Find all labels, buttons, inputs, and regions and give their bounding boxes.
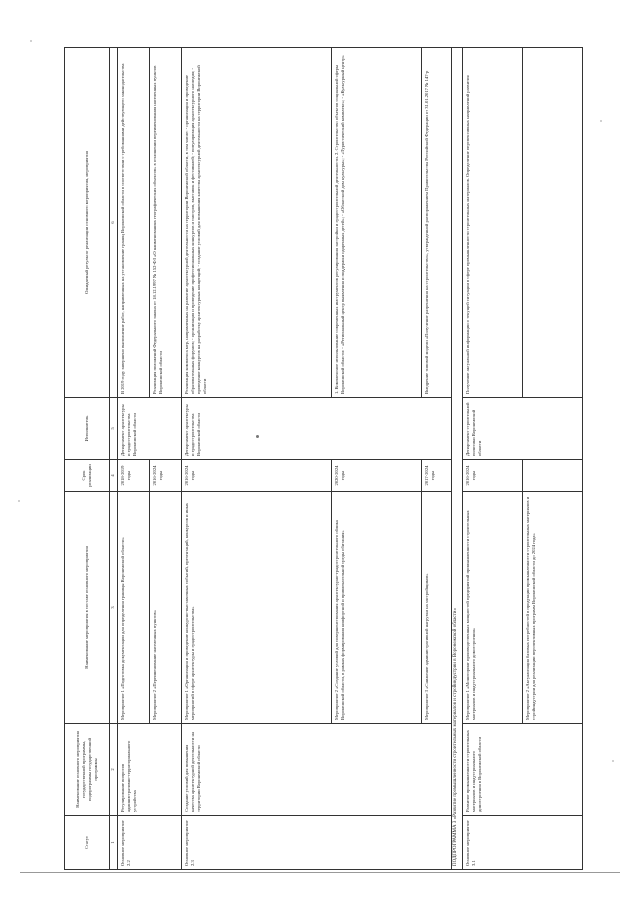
footer-rule bbox=[20, 872, 620, 873]
program-table bbox=[64, 47, 583, 870]
result-cell bbox=[523, 48, 583, 398]
activity-cell: Мероприятие 1 «Подготовка документации для определения границы Воронежской области» bbox=[118, 492, 150, 724]
result-cell: 1. Комплексное использование современных инструментов регулирования застройки и градостроительной деятельности. 2. Строительство объектов социальной сферы Воронежской области: - «Региональный центр выявления и поддержки одаренных детей»; - «Областной дом культуры»; - «Туристический комплекс»; - «Культурный центр» bbox=[332, 48, 422, 398]
activity-cell: Мероприятие 1 «Организация и проведение конкурсно-выставочных событий, презентаций, конкурсов и иных мероприятий в сфере архитектуры и градостроительства» bbox=[182, 492, 332, 724]
main-activity-cell: Регулирование вопросов административно-территориального устройства bbox=[118, 724, 182, 816]
column-number: 1 bbox=[110, 816, 118, 870]
header-executor: Исполнитель bbox=[65, 398, 110, 460]
main-activity-cell: Развитие промышленности строительных материалов и индустриального домостроения в Воронежской области bbox=[463, 724, 583, 816]
rotated-table-wrapper bbox=[64, 48, 624, 870]
term-cell: 2018-2019 годы bbox=[118, 460, 150, 492]
activity-cell: Мероприятие 1 «Мониторинг производственных мощностей предприятий промышленности строительных материалов и индустриального домостроения» bbox=[463, 492, 523, 724]
column-number: 3 bbox=[110, 492, 118, 724]
term-cell: 2020-2024 годы bbox=[332, 460, 422, 492]
executor-cell: Департамент строительной политики Воронежской области bbox=[463, 398, 583, 460]
header-result: Ожидаемый результат реализации основного мероприятия, мероприятия bbox=[65, 48, 110, 398]
status-cell: Основное мероприятие 3.1 bbox=[463, 816, 583, 870]
subprogram-row bbox=[452, 48, 463, 870]
term-cell: 2016-2024 годы bbox=[182, 460, 332, 492]
column-number-row bbox=[110, 48, 118, 870]
term-cell: 2016-2024 годы bbox=[463, 460, 523, 492]
header-activity: Наименование мероприятия в составе основного мероприятия bbox=[65, 492, 110, 724]
result-cell: Реализация комплекса мер, направленных на развитие архитектурной деятельности на территории Воронежской области, в том числе: - организация и проведение образовательных форумов; - организация и проведение профессиональных конкурсов и смотров, выставок и фестивалей; - популяризация архитектурного наследия; - проведение конкурсов на разработку архитектурных концепций; - создание условий для повышения качества архитектурной деятельности на территории Воронежской области bbox=[182, 48, 332, 398]
column-number: 2 bbox=[110, 724, 118, 816]
term-cell: 2017-2024 годы bbox=[422, 460, 452, 492]
table-row bbox=[463, 48, 523, 870]
activity-cell: Мероприятие 3 «Снижение административной нагрузки на застройщиков» bbox=[422, 492, 452, 724]
result-cell: Внедрение типовой модели «Получение разрешения на строительство», утвержденной распоряжением Правительства Российской Федерации от 31.01.2017 № 147-р bbox=[422, 48, 452, 398]
activity-cell: Мероприятие 2 «Актуализация базовых потребностей в продукции промышленности строительных материалов и стройиндустрии для реализации перспективных программ Воронежской области до 2024 года» bbox=[523, 492, 583, 724]
table-row bbox=[118, 48, 150, 870]
header-row bbox=[65, 48, 110, 870]
executor-cell: Департамент архитектуры и градостроительства Воронежской области bbox=[118, 398, 182, 460]
result-cell: В 2019 году завершено выполнение работ, направленных на установление границ Воронежской области в соответствии с требованиями действующего законодательства bbox=[118, 48, 150, 398]
column-number: 4 bbox=[110, 460, 118, 492]
status-cell: Основное мероприятие 2.2 bbox=[118, 816, 182, 870]
result-cell: Получение актуальной информации о текущей ситуации в сфере промышленности строительных материалов. Определение перспективных направлений развития bbox=[463, 48, 523, 398]
header-term: Срок реализации bbox=[65, 460, 110, 492]
header-main-activity: Наименование основного мероприятия государственной программы, подпрограммы государственной программы bbox=[65, 724, 110, 816]
subprogram-title: ПОДПРОГРАММА 3 «Развитие промышленности строительных материалов и стройиндустрии в Воронежской области» bbox=[452, 48, 463, 870]
term-cell bbox=[523, 460, 583, 492]
result-cell: Реализация положений Федерального закона от 18.12.1997 № 152-ФЗ «О наименованиях географических объектов» в отношении переименования населенных пунктов Воронежской области bbox=[150, 48, 182, 398]
term-cell: 2016-2024 годы bbox=[150, 460, 182, 492]
activity-cell: Мероприятие 2 «Переименование населенных пунктов» bbox=[150, 492, 182, 724]
status-cell: Основное мероприятие 2.3 bbox=[182, 816, 452, 870]
column-number: 6 bbox=[110, 48, 118, 398]
executor-cell: Департамент архитектуры и градостроительства Воронежской области bbox=[182, 398, 452, 460]
column-number: 5 bbox=[110, 398, 118, 460]
table-row bbox=[182, 48, 332, 870]
header-status: Статус bbox=[65, 816, 110, 870]
main-activity-cell: Создание условий для повышения качества архитектурной деятельности на территории Воронежской области bbox=[182, 724, 452, 816]
activity-cell: Мероприятие 2 «Создание условий для совершенствования архитектурно-градостроительного облика Воронежской области, в рамках формирования комфортной и привлекательной среды обитания» bbox=[332, 492, 422, 724]
